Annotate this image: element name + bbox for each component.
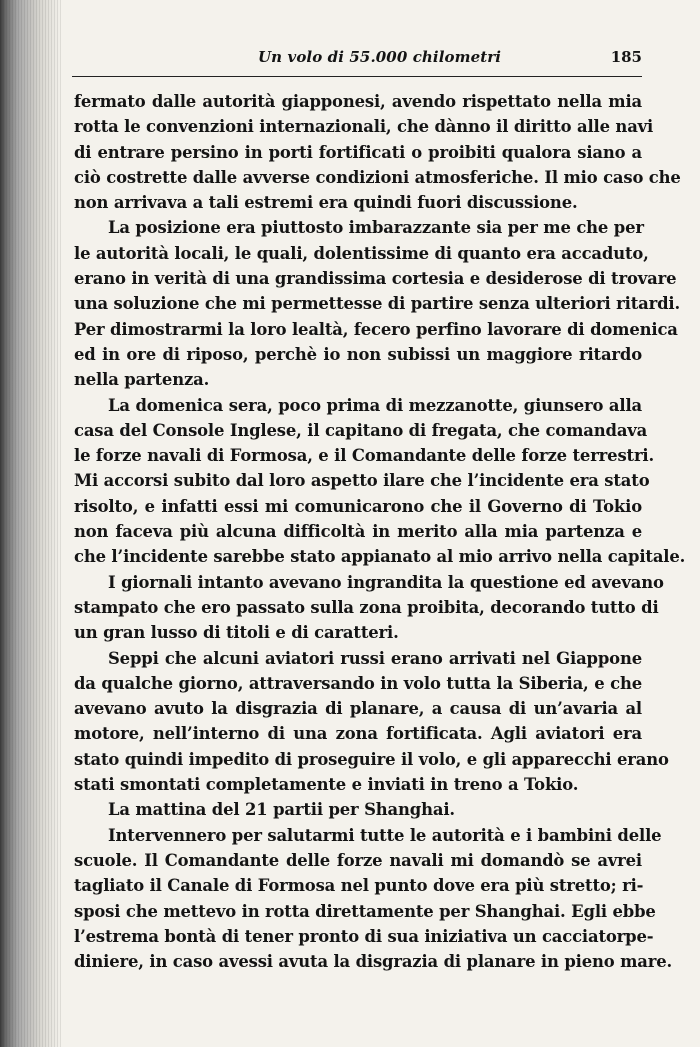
text-line: La posizione era piuttosto imbarazzante sia per me che per	[108, 218, 644, 238]
text-line: I giornali intanto avevano ingrandita la questione ed avevano	[108, 572, 664, 592]
text-line: La domenica sera, poco prima di mezzanotte, giunsero alla	[108, 395, 642, 415]
text-line: Per dimostrarmi la loro lealtà, fecero perfino lavorare di domenica	[74, 319, 678, 339]
text-line: casa del Console Inglese, il capitano di fregata, che comandava	[74, 420, 648, 440]
text-line: una soluzione che mi permettesse di partire senza ulteriori ritardi.	[74, 294, 681, 314]
text-line: le forze navali di Formosa, e il Comandante delle forze terrestri.	[74, 446, 655, 466]
text-line: stampato che ero passato sulla zona proibita, decorando tutto di	[74, 597, 659, 617]
text-line: un gran lusso di titoli e di caratteri.	[74, 623, 399, 643]
text-line: di entrare persino in porti fortificati o proibiti qualora siano a	[74, 142, 642, 162]
page-header	[72, 48, 642, 72]
text-line: erano in verità di una grandissima cortesia e desiderose di trovare	[74, 269, 677, 289]
text-line: le autorità locali, le quali, dolentissime di quanto era accaduto,	[74, 243, 649, 263]
text-line: sposi che mettevo in rotta direttamente per Shanghai. Egli ebbe	[74, 901, 656, 921]
text-line: scuole. Il Comandante delle forze navali mi domandò se avrei	[74, 850, 642, 870]
text-line: Seppi che alcuni aviatori russi erano arrivati nel Giappone	[108, 648, 642, 668]
text-line: nella partenza.	[74, 370, 210, 390]
body-text	[74, 89, 686, 974]
text-line: ciò costrette dalle avverse condizioni atmosferiche. Il mio caso che	[74, 167, 681, 187]
running-title: Un volo di 55.000 chilometri	[258, 48, 502, 66]
text-line: risolto, e infatti essi mi comunicarono che il Governo di Tokio	[74, 496, 642, 516]
text-line: stato quindi impedito di proseguire il volo, e gli apparecchi erano	[74, 749, 669, 769]
text-line: non arrivava a tali estremi era quindi fuori discussione.	[74, 193, 578, 213]
header-rule	[72, 76, 642, 77]
text-line: diniere, in caso avessi avuta la disgrazia di planare in pieno mare.	[74, 952, 673, 972]
text-line: stati smontati completamente e inviati in treno a Tokio.	[74, 775, 579, 795]
text-line: La mattina del 21 partii per Shanghai.	[108, 800, 455, 820]
text-line: avevano avuto la disgrazia di planare, a causa di un’avaria al	[74, 699, 642, 719]
text-line: Mi accorsi subito dal loro aspetto ilare che l’incidente era stato	[74, 471, 650, 491]
text-line: che l’incidente sarebbe stato appianato al mio arrivo nella capitale.	[74, 547, 686, 567]
text-line: rotta le convenzioni internazionali, che dànno il diritto alle navi	[74, 117, 654, 137]
page-binding-shadow	[0, 0, 62, 1047]
page-number: 185	[610, 48, 642, 66]
text-line: l’estrema bontà di tener pronto di sua iniziativa un cacciatorpe-	[74, 926, 654, 946]
text-line: tagliato il Canale di Formosa nel punto dove era più stretto; ri-	[74, 876, 644, 896]
text-line: da qualche giorno, attraversando in volo tutta la Siberia, e che	[74, 673, 642, 693]
text-line: fermato dalle autorità giapponesi, avendo rispettato nella mia	[74, 92, 642, 111]
text-line: motore, nell’interno di una zona fortificata. Agli aviatori era	[74, 724, 642, 744]
text-line: Intervennero per salutarmi tutte le autorità e i bambini delle	[108, 825, 662, 845]
text-line: non faceva più alcuna difficoltà in merito alla mia partenza e	[74, 522, 642, 542]
text-line: ed in ore di riposo, perchè io non subissi un maggiore ritardo	[74, 344, 642, 364]
